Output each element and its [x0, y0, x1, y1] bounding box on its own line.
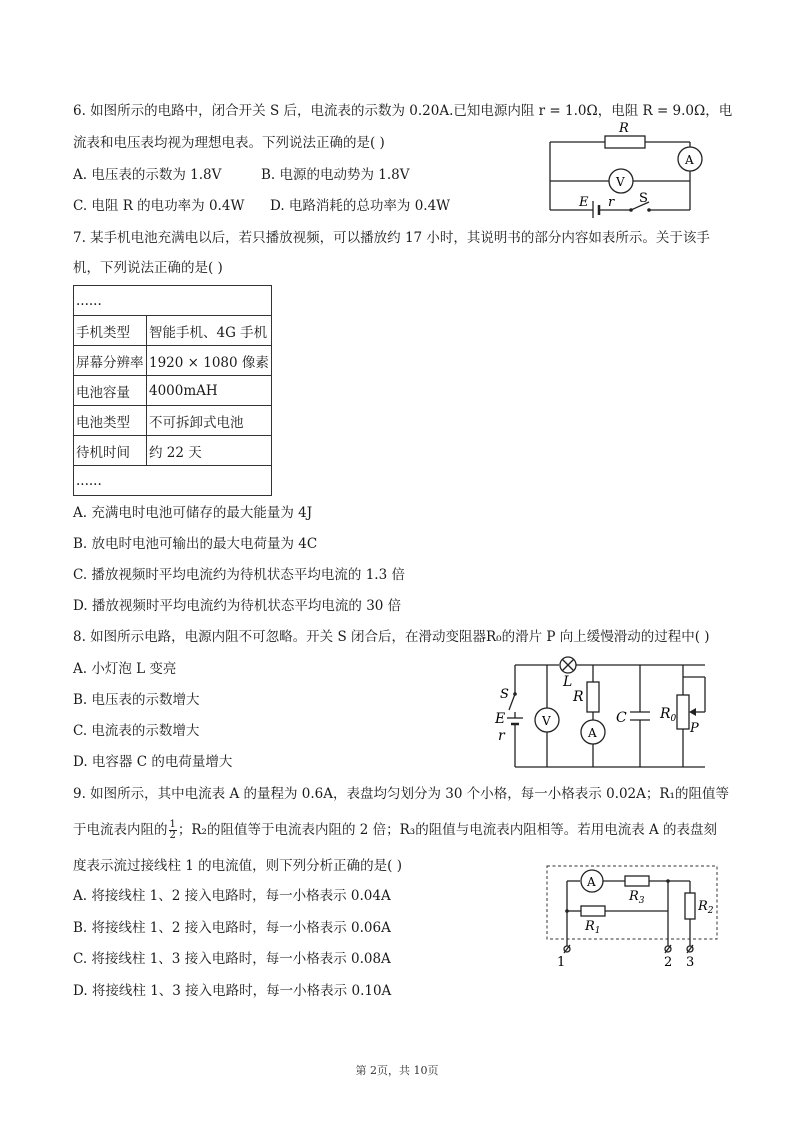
q9-stem-line1: 9. 如图所示，其中电流表 A 的量程为 0.6A，表盘均匀划分为 30 个小格，每一小格表示 0.02A；R₁的阻值等 — [73, 786, 729, 802]
q9-label-terminal-1: 1 — [557, 955, 566, 970]
q9-stem-line2-end: ；R₂的阻值等于电流表内阻的 2 倍；R₃的阻值与电流表内阻相等。若用电流表 A 的表盘刻 — [177, 822, 718, 838]
q9-label-r2: $R_2$ — [698, 899, 714, 916]
q7-spec-table — [73, 285, 272, 496]
q7-option-b: B. 放电时电池可输出的最大电荷量为 4C — [73, 536, 318, 552]
table-row — [74, 436, 272, 466]
q9-label-terminal-3: 3 — [686, 955, 695, 970]
table-ellipsis-bottom: ...... — [74, 466, 272, 496]
table-key: 屏幕分辨率 — [74, 346, 147, 376]
table-row — [74, 346, 272, 376]
q7-stem-line1: 7. 某手机电池充满电以后，若只播放视频，可以播放约 17 小时，其说明书的部分内容如表所示。关于该手 — [73, 230, 710, 246]
q6-option-d: D. 电路消耗的总功率为 0.4W — [270, 198, 451, 214]
q6-label-internal-r: r — [608, 195, 615, 210]
q8-label-internal-r: r — [498, 728, 505, 744]
q6-label-switch: S — [639, 191, 648, 206]
q9-resistor-r3 — [625, 876, 649, 886]
q8-option-b: B. 电压表的示数增大 — [73, 692, 200, 708]
table-row — [74, 376, 272, 406]
q9-option-a: A. 将接线柱 1、2 接入电路时，每一小格表示 0.04A — [73, 888, 391, 904]
q8-resistor-r — [587, 682, 599, 712]
q8-label-lamp: L — [563, 674, 573, 690]
q6-option-a: A. 电压表的示数为 1.8V — [73, 167, 222, 183]
q8-option-c: C. 电流表的示数增大 — [73, 723, 200, 739]
q9-fraction-numerator: 1 — [169, 819, 176, 830]
q6-circuit-diagram — [545, 118, 715, 218]
table-row — [74, 466, 272, 496]
q7-option-c: C. 播放视频时平均电流约为待机状态平均电流的 1.3 倍 — [73, 567, 405, 583]
table-value: 4000mAH — [147, 376, 272, 406]
q6-label-voltmeter: V — [616, 175, 625, 189]
q6-label-ammeter: A — [685, 153, 694, 167]
q9-option-b: B. 将接线柱 1、2 接入电路时，每一小格表示 0.06A — [73, 920, 391, 936]
q6-stem-line2: 流表和电压表均视为理想电表。下列说法正确的是( ) — [73, 135, 385, 151]
q8-option-a: A. 小灯泡 L 变亮 — [73, 661, 177, 677]
q8-label-voltmeter: V — [542, 714, 551, 728]
q9-stem-line2 — [73, 820, 717, 841]
q8-label-r0: $R_0$ — [660, 706, 677, 724]
q9-label-r1: $R_1$ — [585, 919, 601, 936]
q7-option-a: A. 充满电时电池可储存的最大能量为 4J — [73, 505, 313, 521]
q8-rheostat — [677, 695, 689, 729]
table-value: 1920 × 1080 像素 — [147, 346, 272, 376]
page-footer: 第 2页，共 10页 — [355, 1064, 439, 1077]
q9-resistor-r1 — [581, 906, 605, 916]
table-key: 待机时间 — [74, 436, 147, 466]
table-key: 手机类型 — [74, 316, 147, 346]
table-key: 电池容量 — [74, 376, 147, 406]
table-ellipsis-top: ...... — [74, 286, 272, 316]
table-value: 智能手机、4G 手机 — [147, 316, 272, 346]
q8-stem: 8. 如图所示电路，电源内阻不可忽略。开关 S 闭合后，在滑动变阻器R₀的滑片 P 向上缓慢滑动的过程中( ) — [73, 629, 710, 645]
q8-label-e: E — [495, 711, 506, 727]
table-key: 电池类型 — [74, 406, 147, 436]
table-row — [74, 286, 272, 316]
q6-label-e: E — [579, 195, 589, 210]
q8-label-switch: S — [500, 687, 509, 702]
q8-label-ammeter: A — [588, 726, 597, 740]
table-row — [74, 316, 272, 346]
q8-label-r: R — [573, 689, 584, 705]
q6-option-c: C. 电阻 R 的电功率为 0.4W — [73, 198, 245, 214]
q6-stem-line1: 6. 如图所示的电路中，闭合开关 S 后，电流表的示数为 0.20A.已知电源内阻 r = 1.0Ω，电阻 R = 9.0Ω，电 — [73, 103, 733, 119]
table-value: 不可拆卸式电池 — [147, 406, 272, 436]
q9-option-c: C. 将接线柱 1、3 接入电路时，每一小格表示 0.08A — [73, 951, 391, 967]
q8-switch — [509, 694, 515, 710]
q9-label-terminal-2: 2 — [664, 955, 673, 970]
q9-fraction-denominator: 2 — [169, 830, 176, 841]
q8-circuit-diagram — [490, 650, 730, 775]
q9-resistor-r2 — [685, 893, 695, 919]
q7-stem-line2: 机，下列说法正确的是( ) — [73, 260, 223, 276]
q6-resistor-r — [605, 136, 645, 148]
q6-option-b: B. 电源的电动势为 1.8V — [261, 167, 410, 183]
q9-circuit-diagram — [540, 860, 730, 970]
table-row — [74, 406, 272, 436]
q8-option-d: D. 电容器 C 的电荷量增大 — [73, 754, 233, 770]
q9-option-d: D. 将接线柱 1、3 接入电路时，每一小格表示 0.10A — [73, 983, 392, 999]
q9-stem-line3: 度表示流过接线柱 1 的电流值，则下列分析正确的是( ) — [73, 858, 402, 874]
q6-label-r: R — [619, 121, 629, 136]
q7-option-d: D. 播放视频时平均电流约为待机状态平均电流的 30 倍 — [73, 598, 402, 614]
q9-label-r3: $R_3$ — [629, 889, 645, 906]
q9-fraction — [169, 820, 177, 841]
q8-label-p: P — [690, 721, 699, 736]
q8-label-c: C — [616, 710, 627, 726]
q9-label-ammeter: A — [587, 875, 596, 889]
q9-stem-line2-start: 于电流表内阻的 — [73, 822, 168, 838]
table-value: 约 22 天 — [147, 436, 272, 466]
